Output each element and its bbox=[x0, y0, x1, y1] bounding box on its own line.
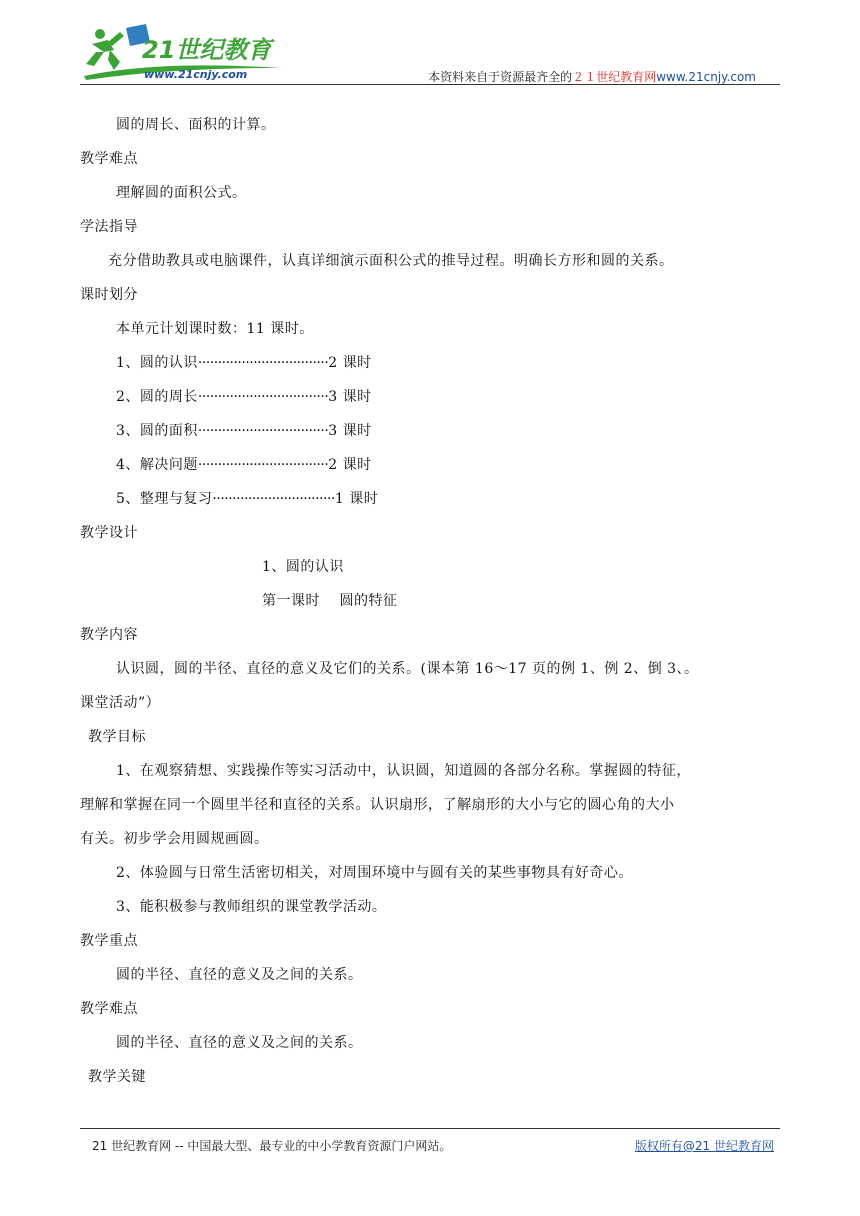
page-header bbox=[80, 22, 780, 86]
footer-copyright-link[interactable]: 版权所有@21 世纪教育网 bbox=[634, 1139, 774, 1153]
text-line: 理解和掌握在同一个圆里半径和直径的关系。认识扇形，了解扇形的大小与它的圆心角的大小 bbox=[80, 797, 675, 813]
toc-label: 4、解决问题 bbox=[116, 457, 198, 473]
logo-url: www.21cnjy.com bbox=[144, 68, 248, 81]
text-line: 理解圆的面积公式。 bbox=[116, 185, 247, 201]
text-line: 课堂活动”） bbox=[80, 695, 161, 711]
toc-label: 2、圆的周长 bbox=[116, 389, 198, 405]
logo-title: 21世纪教育 bbox=[142, 36, 272, 64]
section-heading: 课时划分 bbox=[80, 287, 138, 303]
toc-dots: ································· bbox=[197, 423, 329, 439]
section-heading: 教学重点 bbox=[80, 933, 138, 949]
toc-item bbox=[80, 448, 780, 482]
header-divider bbox=[80, 84, 780, 85]
text-line: 充分借助教具或电脑课件，认真详细演示面积公式的推导过程。明确长方形和圆的关系。 bbox=[108, 253, 674, 269]
text-line: 2、体验圆与日常生活密切相关，对周围环境中与圆有关的某些事物具有好奇心。 bbox=[116, 865, 633, 881]
toc-label: 1、圆的认识 bbox=[116, 355, 198, 371]
footer-divider bbox=[80, 1128, 780, 1129]
section-heading: 教学难点 bbox=[80, 1001, 138, 1017]
text-line: 有关。初步学会用圆规画圆。 bbox=[80, 831, 269, 847]
toc-dots: ······························· bbox=[212, 491, 335, 507]
toc-hours: 2 课时 bbox=[328, 457, 372, 473]
text-line: 认识圆，圆的半径、直径的意义及它们的关系。(课本第 16～17 页的例 1、例 2、倒 3、。 bbox=[116, 661, 699, 677]
toc-hours: 1 课时 bbox=[334, 491, 379, 507]
section-heading: 学法指导 bbox=[80, 219, 138, 235]
toc-dots: ································· bbox=[197, 355, 329, 371]
toc-label: 5、整理与复习 bbox=[116, 491, 213, 507]
footer-slogan: 21 世纪教育网 -- 中国最大型、最专业的中小学教育资源门户网站。 bbox=[92, 1139, 452, 1153]
document-body bbox=[80, 108, 780, 1094]
lesson-subtitle: 第一课时 圆的特征 bbox=[262, 593, 398, 609]
text-line: 圆的半径、直径的意义及之间的关系。 bbox=[116, 1035, 363, 1051]
toc-label: 3、圆的面积 bbox=[116, 423, 198, 439]
toc-hours: 3 课时 bbox=[328, 423, 372, 439]
text-line: 圆的周长、面积的计算。 bbox=[116, 117, 276, 133]
header-source-note bbox=[428, 68, 756, 85]
section-heading: 教学内容 bbox=[80, 627, 138, 643]
toc-hours: 3 课时 bbox=[328, 389, 372, 405]
text-line: 本单元计划课时数：11 课时。 bbox=[116, 321, 314, 337]
toc-item bbox=[80, 380, 780, 414]
section-heading: 教学设计 bbox=[80, 525, 138, 541]
header-note-brand: ２１世纪教育网 bbox=[572, 70, 657, 84]
toc-dots: ································· bbox=[197, 389, 329, 405]
text-line: 3、能积极参与教师组织的课堂教学活动。 bbox=[116, 899, 387, 915]
header-note-url[interactable]: www.21cnjy.com bbox=[656, 70, 756, 84]
header-note-prefix: 本资料来自于资源最齐全的 bbox=[428, 70, 573, 84]
section-heading: 教学目标 bbox=[88, 729, 146, 745]
section-heading: 教学难点 bbox=[80, 151, 138, 167]
lesson-title: 1、圆的认识 bbox=[262, 559, 344, 575]
section-heading: 教学关键 bbox=[88, 1069, 146, 1085]
toc-dots: ································· bbox=[197, 457, 329, 473]
toc-item bbox=[80, 482, 780, 516]
logo-21cnjy bbox=[80, 22, 300, 84]
toc-item bbox=[80, 346, 780, 380]
toc-hours: 2 课时 bbox=[328, 355, 372, 371]
text-line: 1、在观察猜想、实践操作等实习活动中，认识圆，知道圆的各部分名称。掌握圆的特征， bbox=[116, 763, 691, 779]
text-line: 圆的半径、直径的意义及之间的关系。 bbox=[116, 967, 363, 983]
toc-item bbox=[80, 414, 780, 448]
